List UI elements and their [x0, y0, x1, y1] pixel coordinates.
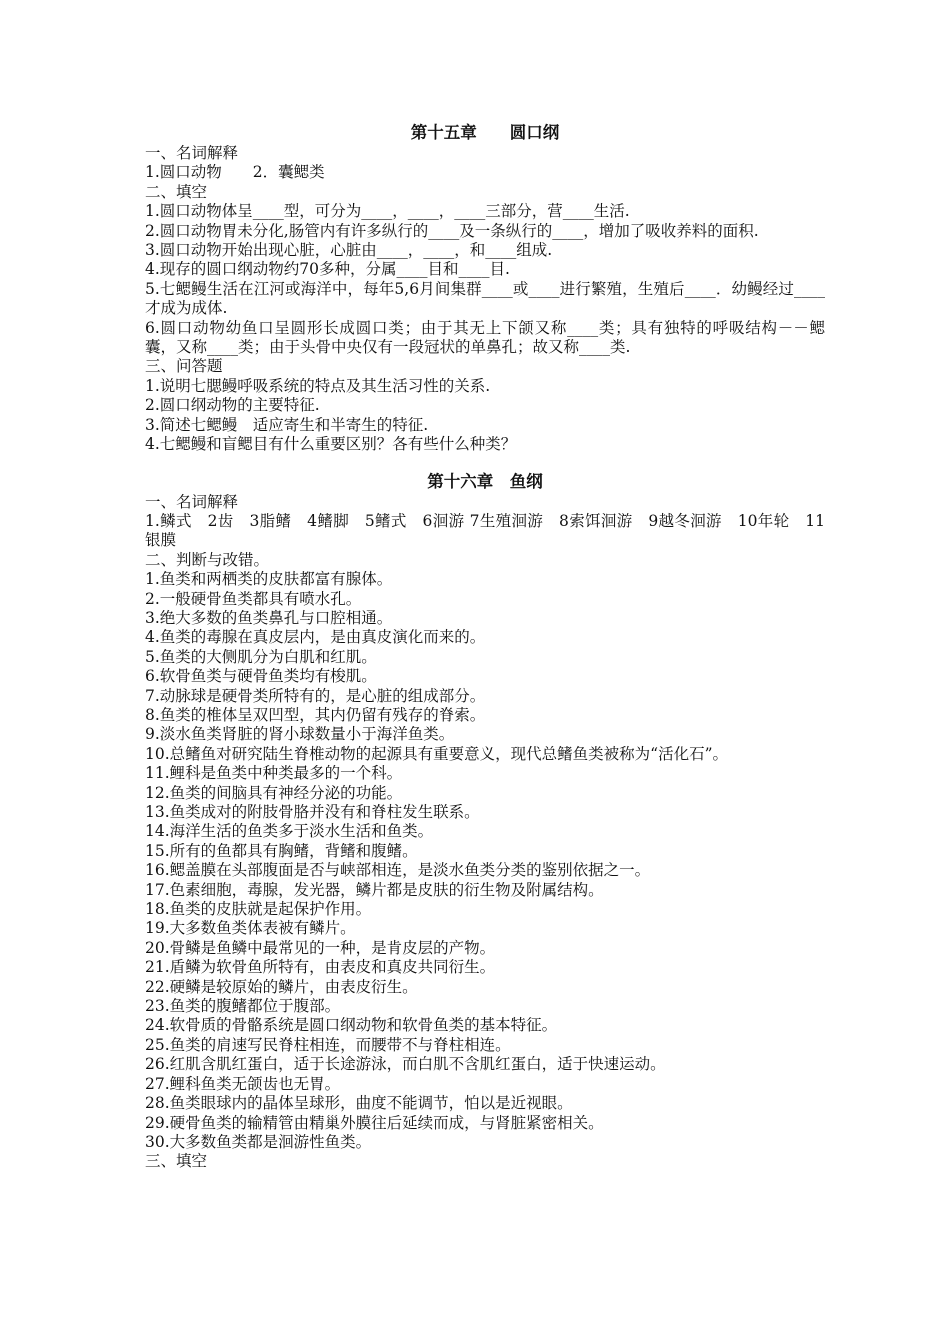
ch16-section-terms-heading: 一、名词解释: [145, 492, 239, 511]
ch15-fill-item: 5.七鳃鳗生活在江河或海洋中，每年5,6月间集群____或____进行繁殖，生殖后____．幼鳗经过____才成为成体.: [145, 279, 825, 318]
ch16-judge-item: 6.软骨鱼类与硬骨鱼类均有梭肌。: [145, 667, 377, 686]
ch15-fill-item: 6.圆口动物幼鱼口呈圆形长成圆口类；由于其无上下颌又称____类；具有独特的呼吸结构－－鳃囊，又称____类；由于头骨中央仅有一段冠状的单鼻孔；故又称____类.: [145, 318, 825, 357]
ch15-qa-item: 3.简述七鳃鳗 适应寄生和半寄生的特征.: [145, 415, 429, 434]
ch15-fill-item: 3.圆口动物开始出现心脏，心脏由____，____，和____组成.: [145, 241, 553, 260]
ch15-fill-item: 4.现存的圆口纲动物约70多种，分属____目和____目.: [145, 260, 510, 279]
ch15-qa-item: 1.说明七腮鳗呼吸系统的特点及其生活习性的关系.: [145, 376, 491, 395]
ch16-judge-item: 1.鱼类和两栖类的皮肤都富有腺体。: [145, 570, 393, 589]
ch16-judge-item: 28.鱼类眼球内的晶体呈球形，曲度不能调节，怕以是近视眼。: [145, 1094, 573, 1113]
ch15-section-fill-heading: 二、填空: [145, 182, 208, 201]
ch16-section-fill-heading: 三、填空: [145, 1152, 208, 1171]
ch16-judge-item: 23.鱼类的腹鳍都位于腹部。: [145, 997, 341, 1016]
ch16-judge-item: 20.骨鳞是鱼鳞中最常见的一种，是肯皮层的产物。: [145, 938, 496, 957]
ch16-section-judge-heading: 二、判断与改错。: [145, 550, 270, 569]
ch15-qa-item: 2.圆口纲动物的主要特征.: [145, 396, 320, 415]
ch16-judge-item: 22.硬鳞是较原始的鳞片，由表皮衍生。: [145, 977, 418, 996]
chapter-15-title: 第十五章 圆口纲: [410, 123, 560, 142]
ch15-qa-item: 4.七鳃鳗和盲鳃目有什么重要区别？各有些什么种类？: [145, 435, 517, 454]
ch16-judge-item: 10.总鳍鱼对研究陆生脊椎动物的起源具有重要意义，现代总鳍鱼类被称为“活化石”。: [145, 744, 729, 763]
ch16-judge-item: 8.鱼类的椎体呈双凹型，其内仍留有残存的脊索。: [145, 705, 486, 724]
ch15-terms-line: 1.圆口动物 2．囊鳃类: [145, 163, 325, 182]
ch16-judge-item: 11.鲤科是鱼类中种类最多的一个科。: [145, 764, 403, 783]
ch16-judge-item: 18.鱼类的皮肤就是起保护作用。: [145, 900, 372, 919]
ch15-fill-item: 2.圆口动物胃未分化,肠管内有许多纵行的____及一条纵行的____，增加了吸收养料的面积.: [145, 221, 759, 240]
ch16-judge-item: 12.鱼类的间脑具有神经分泌的功能。: [145, 783, 403, 802]
ch16-judge-item: 2.一般硬骨鱼类都具有喷水孔。: [145, 589, 362, 608]
ch16-judge-item: 3.绝大多数的鱼类鼻孔与口腔相通。: [145, 608, 393, 627]
ch16-judge-item: 7.动脉球是硬骨类所特有的，是心脏的组成部分。: [145, 686, 486, 705]
ch16-judge-item: 15.所有的鱼都具有胸鳍，背鳍和腹鳍。: [145, 841, 418, 860]
ch16-judge-item: 30.大多数鱼类都是洄游性鱼类。: [145, 1132, 372, 1151]
ch16-judge-item: 24.软骨质的骨骼系统是圆口纲动物和软骨鱼类的基本特征。: [145, 1016, 558, 1035]
ch16-judge-item: 25.鱼类的肩速写民脊柱相连，而腰带不与脊柱相连。: [145, 1035, 511, 1054]
ch16-judge-item: 4.鱼类的毒腺在真皮层内，是由真皮演化而来的。: [145, 628, 486, 647]
document-page: [145, 120, 825, 1172]
ch16-judge-item: 19.大多数鱼类体表被有鳞片。: [145, 919, 356, 938]
chapter-16-title: 第十六章 鱼纲: [427, 471, 543, 491]
ch16-judge-item: 13.鱼类成对的附肢骨胳并没有和脊柱发生联系。: [145, 803, 480, 821]
ch16-judge-item: 5.鱼类的大侧肌分为白肌和红肌。: [145, 647, 377, 666]
ch16-judge-item: 16.鳃盖膜在头部腹面是否与峡部相连，是淡水鱼类分类的鉴别依据之一。: [145, 861, 651, 880]
ch16-terms-line: 1.鳞式 2齿 3脂鳍 4鳍脚 5鳍式 6洄游 7生殖洄游 8索饵洄游 9越冬洄游 10年轮 11银膜: [145, 511, 825, 550]
ch16-judge-item: 26.红肌含肌红蛋白，适于长途游泳，而白肌不含肌红蛋白，适于快速运动。: [145, 1055, 666, 1074]
ch16-judge-item: 29.硬骨鱼类的输精管由精巢外膜往后延续而成，与肾脏紧密相关。: [145, 1113, 604, 1132]
ch16-judge-item: 14.海洋生活的鱼类多于淡水生活和鱼类。: [145, 822, 434, 841]
ch15-section-qa-heading: 三、问答题: [145, 357, 223, 376]
ch16-judge-item: 21.盾鳞为软骨鱼所特有，由表皮和真皮共同衍生。: [145, 958, 496, 977]
ch15-fill-item: 1.圆口动物体呈____型，可分为____，____，____三部分，营____生活.: [145, 202, 630, 221]
ch16-judge-item: 17.色素细胞，毒腺，发光器，鳞片都是皮肤的衍生物及附属结构。: [145, 880, 604, 899]
ch16-judge-item: 9.淡水鱼类肾脏的肾小球数量小于海洋鱼类。: [145, 725, 455, 744]
ch15-section-terms-heading: 一、名词解释: [145, 144, 239, 162]
ch16-judge-item: 27.鲤科鱼类无颌齿也无胃。: [145, 1074, 341, 1093]
